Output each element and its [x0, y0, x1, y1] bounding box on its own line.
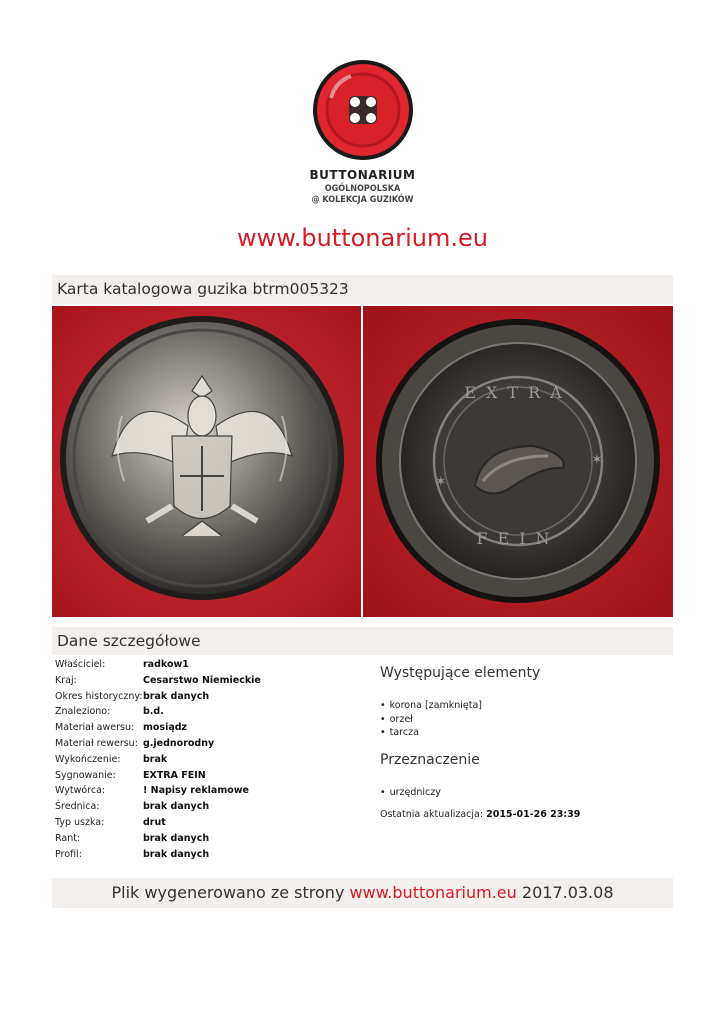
detail-label: Znaleziono: — [55, 706, 111, 718]
detail-value: brak danych — [143, 801, 210, 813]
last-updated-value: 2015-01-26 23:39 — [486, 809, 581, 820]
detail-label: Typ uszka: — [55, 816, 105, 828]
detail-value: brak danych — [143, 690, 210, 702]
detail-row — [55, 768, 261, 784]
detail-row — [55, 657, 261, 673]
list-item: • orzeł — [380, 713, 670, 727]
site-url-link[interactable]: www.buttonarium.eu — [237, 224, 488, 252]
detail-value: brak danych — [143, 832, 210, 844]
brand-subtitle-2: @ KOLEKCJA GUZIKÓW — [311, 195, 414, 205]
footer-prefix: Plik wygenerowano ze strony — [111, 883, 345, 902]
detail-label: Materiał awersu: — [55, 722, 135, 734]
brand-name: BUTTONARIUM — [309, 168, 416, 182]
reverse-photo — [363, 306, 673, 617]
brand-logo — [0, 58, 725, 206]
detail-label: Profil: — [55, 848, 82, 860]
detail-row — [55, 673, 261, 689]
detail-row — [55, 799, 261, 815]
detail-row — [55, 783, 261, 799]
list-item: • korona [zamknięta] — [380, 699, 670, 713]
detail-row — [55, 752, 261, 768]
detail-value: ! Napisy reklamowe — [143, 785, 249, 797]
detail-label: Wytwórca: — [55, 785, 106, 797]
elements-panel — [380, 665, 670, 820]
button-photos — [52, 306, 673, 617]
detail-label: Wykończenie: — [55, 753, 121, 765]
details-table — [55, 657, 261, 862]
svg-text:✶: ✶ — [591, 452, 603, 468]
footer-date: 2017.03.08 — [521, 883, 614, 902]
detail-row — [55, 831, 261, 847]
detail-value: drut — [143, 816, 166, 828]
detail-label: Właściciel: — [55, 659, 106, 670]
list-item: • urzędniczy — [380, 786, 670, 800]
detail-row — [55, 689, 261, 705]
svg-text:✶: ✶ — [435, 474, 447, 490]
detail-row — [55, 847, 261, 863]
elements-title: Występujące elementy — [380, 665, 541, 681]
detail-row — [55, 736, 261, 752]
button-logo-icon — [311, 58, 415, 162]
footer-generated-note — [52, 878, 673, 908]
detail-label: Kraj: — [55, 674, 77, 686]
reverse-marking-top: EXTRA — [464, 383, 572, 402]
last-updated — [380, 809, 670, 820]
detail-value: brak — [143, 753, 168, 765]
details-title: Dane szczegółowe — [52, 627, 673, 655]
footer-url-link[interactable]: www.buttonarium.eu — [349, 883, 517, 902]
list-item: • tarcza — [380, 726, 670, 740]
detail-value: mosiądz — [143, 722, 188, 734]
card-title: Karta katalogowa guzika btrm005323 — [52, 275, 673, 304]
detail-value: Cesarstwo Niemieckie — [143, 674, 261, 686]
purpose-title: Przeznaczenie — [380, 751, 480, 768]
detail-value: b.d. — [143, 706, 164, 718]
obverse-photo — [52, 306, 361, 617]
detail-value: g.jednorodny — [143, 737, 215, 749]
detail-label: Materiał rewersu: — [55, 737, 138, 749]
detail-value: brak danych — [143, 848, 210, 860]
elements-list — [380, 699, 670, 740]
purpose-list — [380, 786, 670, 800]
brand-subtitle-1: OGÓLNOPOLSKA — [324, 184, 401, 194]
reverse-marking-bottom: FEIN — [476, 529, 560, 548]
last-updated-label: Ostatnia aktualizacja: — [380, 809, 484, 820]
detail-label: Okres historyczny: — [55, 690, 143, 702]
detail-label: Średnica: — [55, 801, 100, 813]
detail-row — [55, 720, 261, 736]
detail-row — [55, 704, 261, 720]
detail-label: Rant: — [55, 832, 81, 844]
detail-label: Sygnowanie: — [55, 769, 116, 781]
detail-value: EXTRA FEIN — [143, 769, 206, 781]
detail-value: radkow1 — [143, 659, 189, 670]
detail-row — [55, 815, 261, 831]
